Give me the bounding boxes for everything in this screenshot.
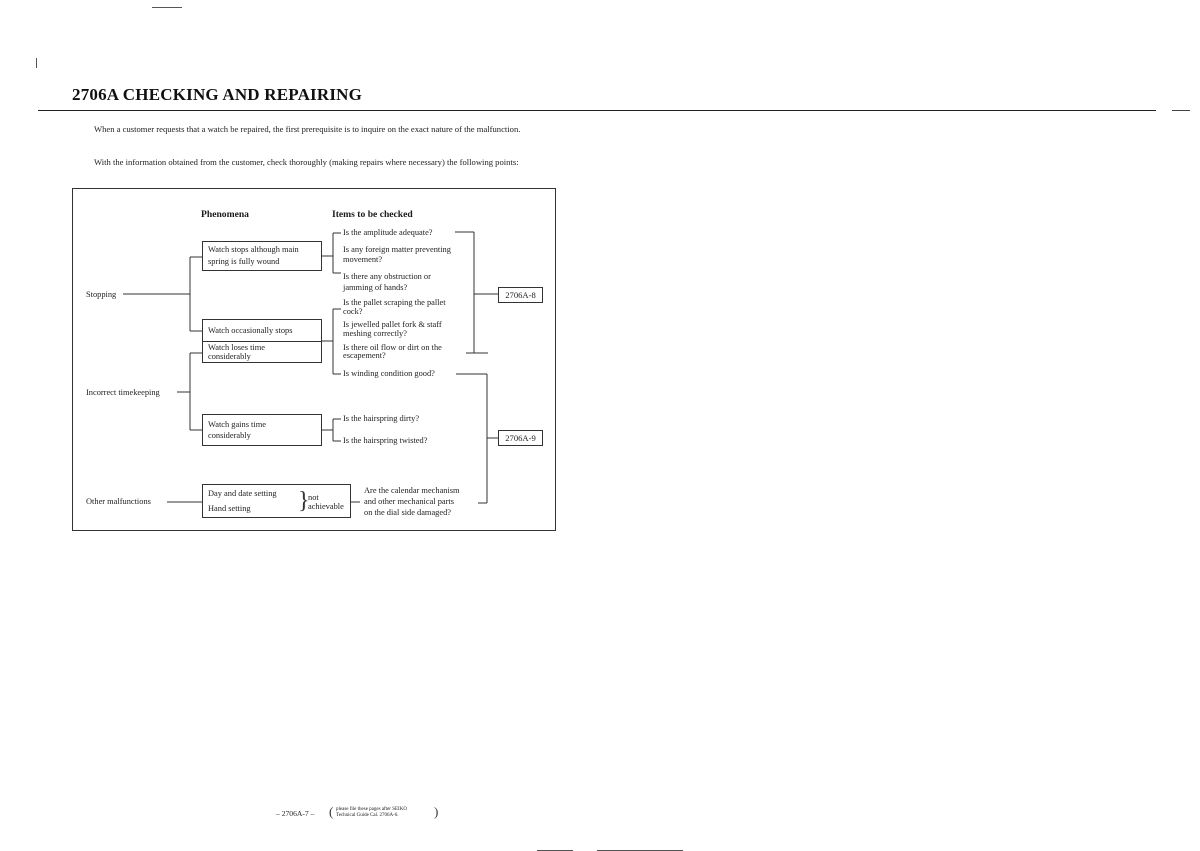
- page-title: 2706A CHECKING AND REPAIRING: [72, 85, 363, 104]
- scan-mark: [152, 7, 182, 8]
- phenomenon-gains: [202, 414, 322, 446]
- phenomenon-day-date: Day and date setting: [208, 489, 277, 498]
- item-jewelled: Is jewelled pallet fork & staff: [343, 320, 442, 329]
- footer-note-2: Technical Guide Cal. 2706A-6.: [336, 813, 399, 818]
- ref-box-2706a-8: 2706A-8: [498, 287, 543, 303]
- close-paren-icon: ): [434, 804, 439, 819]
- page-number: – 2706A-7 –: [276, 809, 315, 818]
- intro-text-2: With the information obtained from the customer, check thoroughly (making repairs where necessary) the following points:: [94, 157, 519, 167]
- category-other-malfunctions: Other malfunctions: [86, 497, 151, 506]
- item-foreign-matter: Is any foreign matter preventing: [343, 245, 451, 254]
- item-amplitude: Is the amplitude adequate?: [343, 228, 433, 237]
- footer-note-1: please file these pages after SEIKO: [336, 807, 407, 812]
- item-hairspring-dirty: Is the hairspring dirty?: [343, 414, 420, 423]
- category-stopping: Stopping: [86, 290, 117, 299]
- box-divider: [203, 341, 321, 342]
- phenomenon-text: spring is fully wound: [208, 257, 280, 266]
- phenomenon-loses: Watch loses time: [208, 343, 266, 352]
- phenomenon-loses: considerably: [208, 352, 251, 361]
- item-calendar: Are the calendar mechanism: [364, 486, 460, 495]
- phenomenon-occasional-loses: [202, 319, 322, 363]
- phenomenon-stops-wound: [202, 241, 322, 271]
- items-header: Items to be checked: [332, 209, 413, 220]
- item-hairspring-twisted: Is the hairspring twisted?: [343, 436, 428, 445]
- scan-mark: [36, 58, 37, 68]
- item-obstruction: jamming of hands?: [343, 283, 408, 292]
- item-winding: Is winding condition good?: [343, 369, 435, 378]
- open-paren-icon: (: [329, 804, 334, 819]
- not-achievable: achievable: [308, 502, 344, 511]
- phenomenon-occasional: Watch occasionally stops: [208, 326, 293, 335]
- phenomena-header: Phenomena: [201, 209, 249, 220]
- item-calendar: on the dial side damaged?: [364, 508, 451, 517]
- item-obstruction: Is there any obstruction or: [343, 272, 431, 281]
- phenomenon-text: Watch stops although main: [208, 245, 299, 254]
- not-achievable: not: [308, 493, 319, 502]
- ref-box-2706a-9: 2706A-9: [498, 430, 543, 446]
- category-incorrect-timekeeping: Incorrect timekeeping: [86, 388, 160, 397]
- phenomenon-hand: Hand setting: [208, 504, 251, 513]
- brace-icon: }: [298, 488, 310, 514]
- intro-text-1: When a customer requests that a watch be repaired, the first prerequisite is to inquire on the exact nature of the malfunction.: [94, 124, 521, 134]
- phenomenon-text: Watch gains time: [208, 420, 266, 429]
- item-pallet: Is the pallet scraping the pallet: [343, 298, 446, 307]
- item-foreign-matter: movement?: [343, 255, 383, 264]
- item-oil-flow: escapement?: [343, 351, 386, 360]
- item-pallet: cock?: [343, 307, 363, 316]
- item-calendar: and other mechanical parts: [364, 497, 454, 506]
- item-oil-flow: Is there oil flow or dirt on the: [343, 343, 442, 352]
- phenomenon-setting: [202, 484, 351, 518]
- phenomenon-text: considerably: [208, 431, 251, 440]
- item-jewelled: meshing correctly?: [343, 329, 407, 338]
